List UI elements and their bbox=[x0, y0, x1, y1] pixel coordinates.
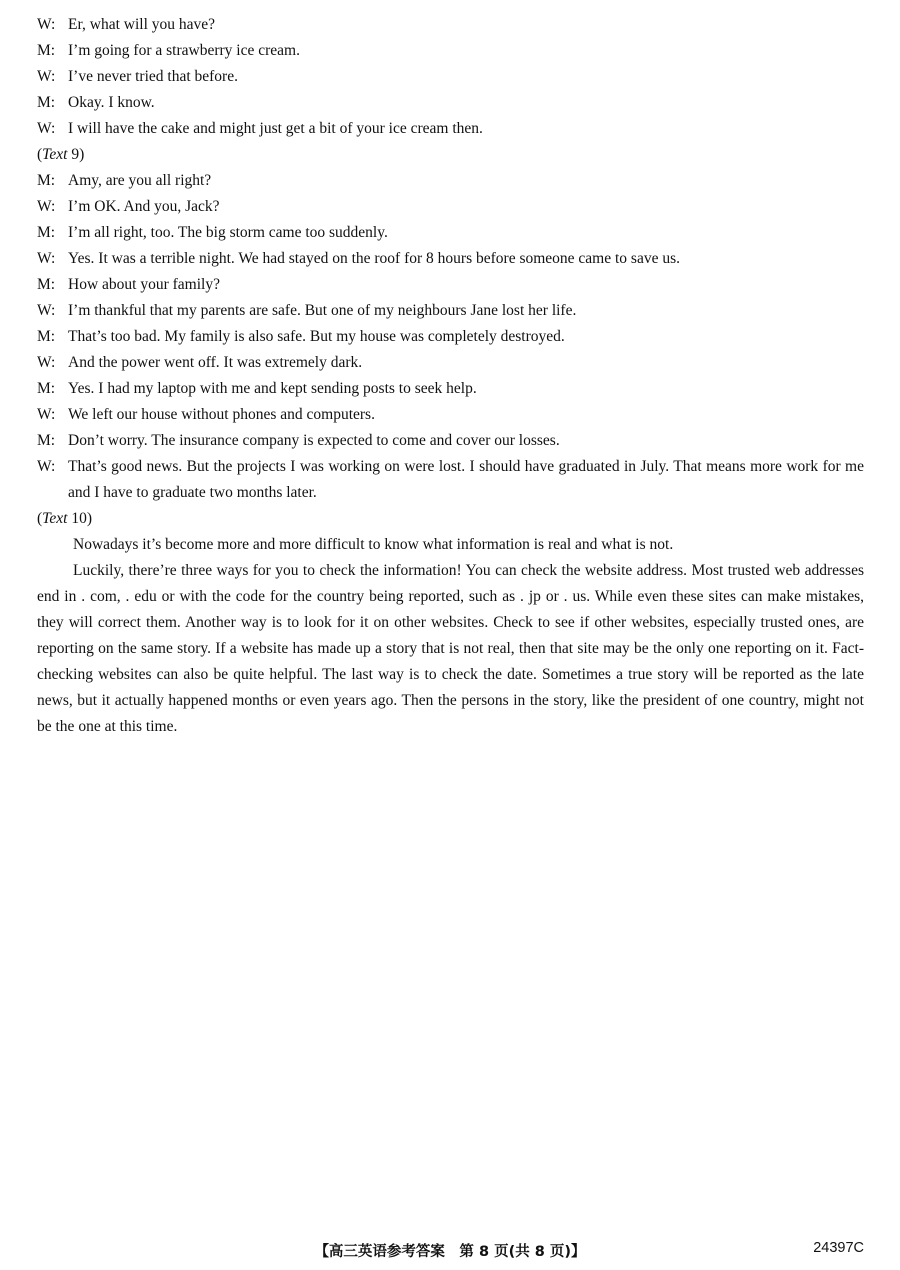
speaker-label: W: bbox=[37, 120, 56, 137]
dialogue-line bbox=[37, 428, 864, 454]
speaker-label: W: bbox=[37, 250, 56, 267]
dialogue-line bbox=[37, 350, 864, 376]
speaker-label: M: bbox=[37, 432, 56, 449]
passage-paragraph: Luckily, there’re three ways for you to check the information! You can check the website address. Most trusted web addresses end in . com, . edu or with the code for the country being reported, such as . jp or . us. While even these sites can make mistakes, they will correct them. Another way is to look for it on other websites. Check to see if other websites, especially trusted ones, are reporting on the same story. If a website has made up a story that is not real, then that site may be the only one reporting on it. Fact-checking websites can also be quite helpful. The last way is to check the date. Sometimes a true story will be reported as the late news, but it actually happened months or even years ago. Then the persons in the story, like the president of one country, might not be the one at this time. bbox=[37, 562, 864, 735]
speaker-label: M: bbox=[37, 380, 56, 397]
footer-paper-code: 24397C bbox=[813, 1240, 864, 1256]
page-footer bbox=[0, 1240, 900, 1262]
utterance-text: Okay. I know. bbox=[68, 94, 155, 111]
utterance-text: Don’t worry. The insurance company is expected to come and cover our losses. bbox=[68, 432, 560, 449]
speaker-label: M: bbox=[37, 224, 56, 241]
utterance-text: Amy, are you all right? bbox=[68, 172, 212, 189]
speaker-label: W: bbox=[37, 406, 56, 423]
speaker-label: W: bbox=[37, 198, 56, 215]
dialogue-line bbox=[37, 116, 864, 142]
utterance-text: Yes. I had my laptop with me and kept sending posts to seek help. bbox=[68, 380, 477, 397]
utterance-text: I’m thankful that my parents are safe. But one of my neighbours Jane lost her life. bbox=[68, 302, 577, 319]
utterance-text: And the power went off. It was extremely dark. bbox=[68, 354, 363, 371]
utterance-text: How about your family? bbox=[68, 276, 220, 293]
passage-paragraph: Nowadays it’s become more and more difficult to know what information is real and what is not. bbox=[73, 536, 674, 553]
utterance-text: Yes. It was a terrible night. We had stayed on the roof for 8 hours before someone came to save us. bbox=[68, 250, 680, 267]
footer-title: 【高三英语参考答案 第 8 页(共 8 页)】 bbox=[314, 1244, 586, 1260]
text10-heading: (Text 10) bbox=[37, 510, 92, 527]
utterance-text: I’m all right, too. The big storm came too suddenly. bbox=[68, 224, 388, 241]
dialogue-line bbox=[37, 272, 864, 298]
transcript-body bbox=[37, 12, 864, 740]
speaker-label: W: bbox=[37, 302, 56, 319]
dialogue-line bbox=[37, 64, 864, 90]
utterance-text: I will have the cake and might just get a bit of your ice cream then. bbox=[68, 120, 483, 137]
dialogue-line bbox=[37, 246, 864, 272]
speaker-label: W: bbox=[37, 458, 56, 475]
dialogue-line bbox=[37, 454, 864, 506]
dialogue-line bbox=[37, 376, 864, 402]
dialogue-text9 bbox=[37, 168, 864, 506]
text9-heading: (Text 9) bbox=[37, 146, 85, 163]
dialogue-line bbox=[37, 12, 864, 38]
dialogue-line bbox=[37, 324, 864, 350]
dialogue-line bbox=[37, 220, 864, 246]
dialogue-line bbox=[37, 194, 864, 220]
dialogue-line bbox=[37, 90, 864, 116]
utterance-text: We left our house without phones and computers. bbox=[68, 406, 375, 423]
speaker-label: M: bbox=[37, 94, 56, 111]
dialogue-line bbox=[37, 402, 864, 428]
speaker-label: M: bbox=[37, 42, 56, 59]
utterance-text: I’ve never tried that before. bbox=[68, 68, 238, 85]
speaker-label: W: bbox=[37, 68, 56, 85]
speaker-label: W: bbox=[37, 354, 56, 371]
utterance-text: I’m OK. And you, Jack? bbox=[68, 198, 220, 215]
utterance-text: I’m going for a strawberry ice cream. bbox=[68, 42, 300, 59]
speaker-label: M: bbox=[37, 328, 56, 345]
speaker-label: W: bbox=[37, 16, 56, 33]
utterance-text: That’s good news. But the projects I was working on were lost. I should have graduated in July. That means more work for me and I have to graduate two months later. bbox=[68, 458, 864, 501]
dialogue-line bbox=[37, 168, 864, 194]
speaker-label: M: bbox=[37, 276, 56, 293]
utterance-text: Er, what will you have? bbox=[68, 16, 216, 33]
utterance-text: That’s too bad. My family is also safe. But my house was completely destroyed. bbox=[68, 328, 565, 345]
dialogue-text8 bbox=[37, 12, 864, 142]
dialogue-line bbox=[37, 298, 864, 324]
speaker-label: M: bbox=[37, 172, 56, 189]
dialogue-line bbox=[37, 38, 864, 64]
text10-passage bbox=[37, 532, 864, 740]
